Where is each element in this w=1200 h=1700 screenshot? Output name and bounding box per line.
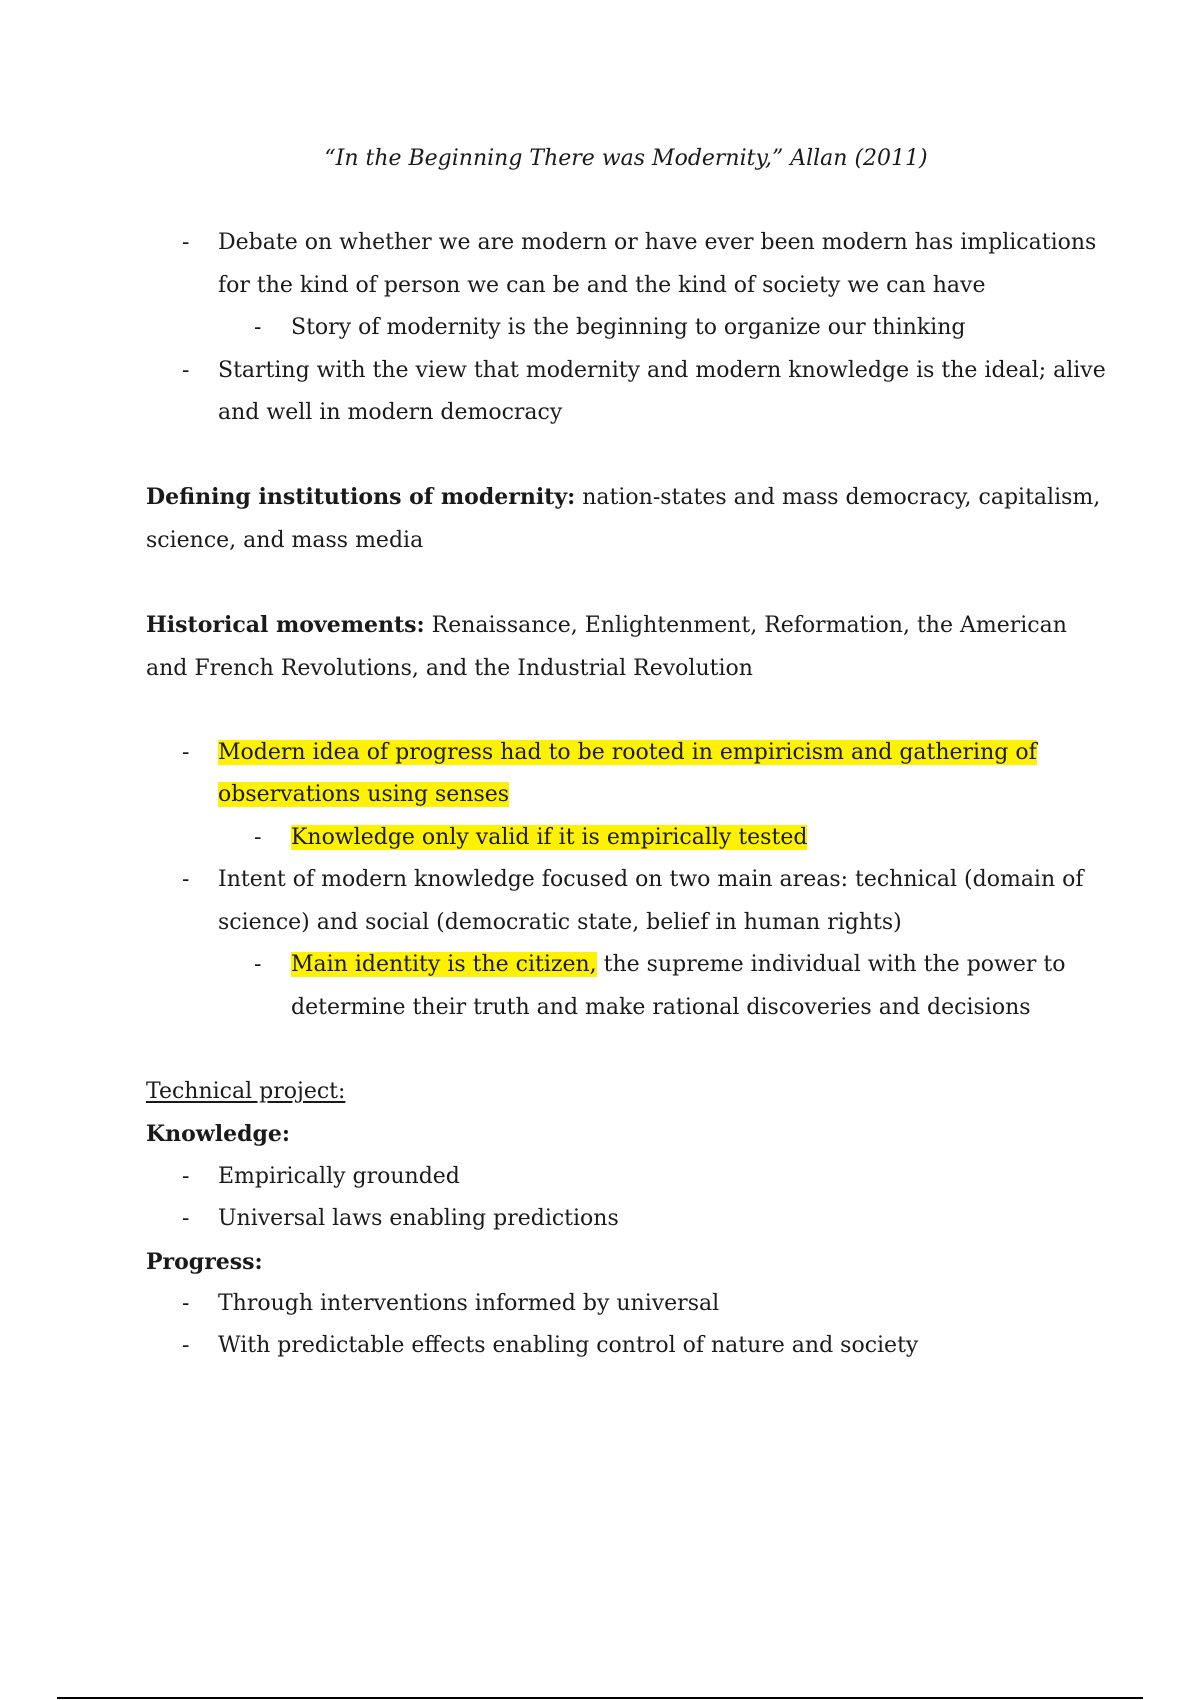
list-item <box>146 1325 1106 1367</box>
defining-text: nation-states and mass democracy, capitalism, science, and mass media <box>146 485 1101 553</box>
list-item <box>146 817 1106 859</box>
dash-bullet: - <box>254 315 262 341</box>
list-item <box>146 1283 1106 1325</box>
list-item <box>146 307 1106 349</box>
document-page <box>146 138 1106 1368</box>
defining-label: Defining institutions of modernity: <box>146 484 576 511</box>
dash-bullet: - <box>254 824 262 850</box>
highlighted-text: Main identity is the citizen, <box>291 952 597 978</box>
knowledge-label: Knowledge: <box>146 1121 290 1148</box>
progress-label: Progress: <box>146 1248 263 1275</box>
knowledge-list <box>146 1156 1106 1241</box>
spacer <box>146 690 1106 732</box>
list-item <box>146 944 1106 1029</box>
progress-bullet-list <box>146 732 1106 1029</box>
document-title: “In the Beginning There was Modernity,” Allan (2011) <box>324 146 928 171</box>
historical-text: Renaissance, Enlightenment, Reformation, the American and French Revolutions, and the Industrial Revolution <box>146 613 1067 681</box>
highlighted-text: Knowledge only valid if it is empirically tested <box>291 824 808 850</box>
list-item-text: Empirically grounded <box>218 1163 460 1189</box>
list-item <box>146 732 1106 817</box>
list-item <box>146 1156 1106 1198</box>
dash-bullet: - <box>182 867 190 893</box>
list-item-text: Intent of modern knowledge focused on two main areas: technical (domain of science) and social (democratic state, belief in human rights) <box>218 867 1084 935</box>
highlighted-text: Modern idea of progress had to be rooted in empiricism and gathering of observations using senses <box>218 740 1037 808</box>
list-item-text: Universal laws enabling predictions <box>218 1206 619 1232</box>
dash-bullet: - <box>182 230 190 256</box>
spacer <box>146 1029 1106 1071</box>
historical-movements-paragraph <box>146 604 1106 690</box>
list-item <box>146 859 1106 944</box>
list-item-text: With predictable effects enabling control of nature and society <box>218 1333 919 1359</box>
intro-bullet-list <box>146 222 1106 434</box>
technical-project-heading: Technical project: <box>146 1078 346 1104</box>
list-item-text: Story of modernity is the beginning to organize our thinking <box>291 315 966 341</box>
progress-list <box>146 1283 1106 1368</box>
dash-bullet: - <box>182 357 190 383</box>
list-item-text: Debate on whether we are modern or have ever been modern has implications for the kind of person we can be and the kind of society we can have <box>218 230 1097 298</box>
list-item-text: the supreme individual with the power to determine their truth and make rational discoveries and decisions <box>291 952 1066 1020</box>
dash-bullet: - <box>182 1206 190 1232</box>
list-item <box>146 350 1106 435</box>
list-item-text: Starting with the view that modernity and modern knowledge is the ideal; alive and well in modern democracy <box>218 357 1106 426</box>
dash-bullet: - <box>182 1290 190 1316</box>
dash-bullet: - <box>182 1333 190 1359</box>
dash-bullet: - <box>254 952 262 978</box>
defining-institutions-paragraph <box>146 476 1106 562</box>
dash-bullet: - <box>182 740 190 766</box>
page-bottom-rule <box>57 1697 1143 1699</box>
list-item-text: Through interventions informed by universal <box>218 1290 720 1316</box>
list-item <box>146 1198 1106 1240</box>
dash-bullet: - <box>182 1163 190 1189</box>
historical-label: Historical movements: <box>146 612 425 639</box>
list-item <box>146 222 1106 307</box>
